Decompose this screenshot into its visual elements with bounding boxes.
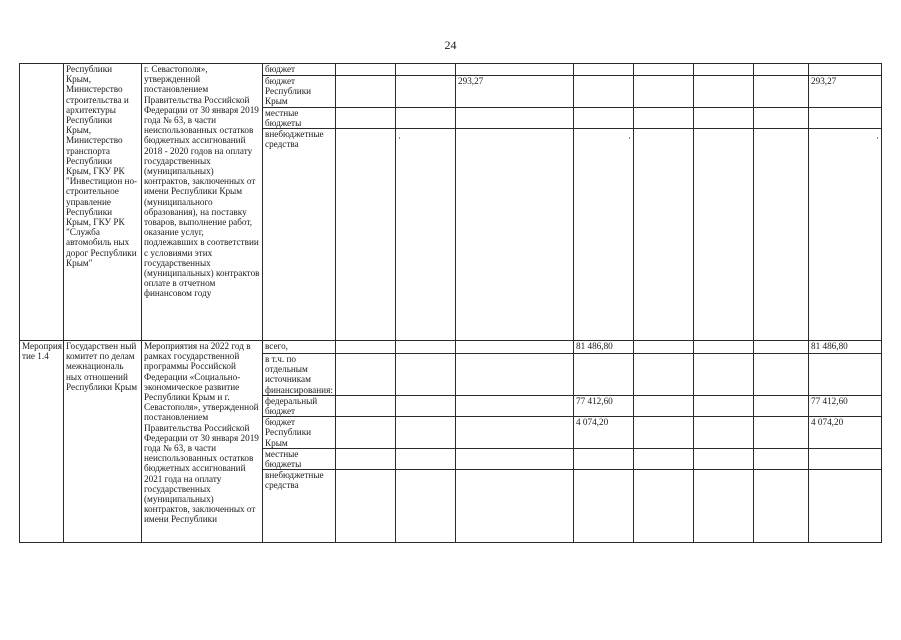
value-cell: [694, 417, 754, 449]
value-cell: [634, 448, 694, 469]
total-cell: 77 412,60: [809, 395, 882, 416]
value-cell: [694, 354, 754, 396]
value-cell: [754, 76, 809, 108]
value-cell: [336, 470, 396, 543]
value-cell: [694, 129, 754, 341]
total-cell: [809, 470, 882, 543]
funding-source-cell: бюджет: [263, 64, 336, 76]
value-cell: [634, 470, 694, 543]
funding-source-cell: всего,: [263, 341, 336, 354]
value-cell: [754, 129, 809, 341]
value-cell: [456, 448, 574, 469]
value-cell: [396, 129, 456, 341]
total-cell: [809, 354, 882, 396]
value-cell: [634, 354, 694, 396]
value-cell: [574, 354, 634, 396]
value-cell: [456, 129, 574, 341]
funding-source-cell: местные бюджеты: [263, 107, 336, 128]
value-cell: [396, 354, 456, 396]
value-cell: [694, 64, 754, 76]
table-row: [20, 341, 882, 354]
value-cell: [396, 470, 456, 543]
value-cell: [754, 354, 809, 396]
total-cell: 81 486,80: [809, 341, 882, 354]
total-cell: [809, 129, 882, 341]
value-cell: [634, 64, 694, 76]
value-cell: [456, 395, 574, 416]
value-cell: [574, 470, 634, 543]
funding-source-cell: в т.ч. по отдельным источникам финансирования:: [263, 354, 336, 396]
table-row: [20, 64, 882, 76]
value-cell: [456, 417, 574, 449]
total-cell: 4 074,20: [809, 417, 882, 449]
value-cell: [634, 417, 694, 449]
value-cell: [634, 395, 694, 416]
activity-description-cell: Мероприятия на 2022 год в рамках государственной программы Российской Федерации «Социально-экономическое развитие Республики Крым и г. Севастополя», утвержденной постановлением Правительства Российской Федерации от 30 января 2019 года № 63, в части неиспользованных остатков бюджетных ассигнований 2021 года на оплату государственных (муниципальных) контрактов, заключенных от имени Республики: [142, 341, 263, 543]
value-cell: [634, 341, 694, 354]
value-cell: [336, 64, 396, 76]
value-cell: [456, 341, 574, 354]
value-cell: [396, 107, 456, 128]
value-cell: [574, 129, 634, 341]
value-cell: [336, 354, 396, 396]
value-cell: [396, 395, 456, 416]
funding-source-cell: внебюджетные средства: [263, 470, 336, 543]
value-cell: 77 412,60: [574, 395, 634, 416]
value-cell: [694, 470, 754, 543]
total-cell: [809, 64, 882, 76]
value-cell: 4 074,20: [574, 417, 634, 449]
value-mark: ·: [627, 133, 631, 144]
value-cell: [336, 341, 396, 354]
value-cell: [694, 76, 754, 108]
value-cell: [634, 129, 694, 341]
value-cell: [456, 354, 574, 396]
value-cell: [574, 76, 634, 108]
value-cell: [574, 448, 634, 469]
page-number: 24: [444, 38, 457, 52]
value-cell: [634, 76, 694, 108]
funding-source-cell: внебюджетные средства: [263, 129, 336, 341]
value-cell: [634, 107, 694, 128]
total-cell: 293,27: [809, 76, 882, 108]
activity-number-cell: [20, 64, 64, 341]
activity-description-cell: г. Севастополя», утвержденной постановлением Правительства Российской Федерации от 30 января 2019 года № 63, в части неиспользованных остатков бюджетных ассигнований 2018 - 2020 годов на оплату государственных (муниципальных) контрактов, заключенных от имени Республики Крым (муниципального образования), на поставку товаров, выполнение работ, оказание услуг, подлежавших в соответствии с условиями этих государственных (муниципальных) контрактов оплате в отчетном финансовом году: [142, 64, 263, 341]
value-cell: [336, 107, 396, 128]
value-cell: [396, 76, 456, 108]
value-cell: 81 486,80: [574, 341, 634, 354]
value-cell: [574, 64, 634, 76]
value-cell: [694, 395, 754, 416]
value-cell: [754, 64, 809, 76]
value-cell: [754, 417, 809, 449]
budget-table: [19, 63, 882, 543]
value-cell: [694, 341, 754, 354]
value-cell: [694, 448, 754, 469]
value-cell: [456, 107, 574, 128]
total-cell: [809, 107, 882, 128]
value-cell: [456, 470, 574, 543]
value-cell: [574, 107, 634, 128]
value-cell: [396, 417, 456, 449]
value-cell: [336, 76, 396, 108]
value-cell: [336, 129, 396, 341]
value-cell: [336, 395, 396, 416]
value-cell: [396, 64, 456, 76]
value-cell: [754, 395, 809, 416]
total-cell: [809, 448, 882, 469]
value-cell: [694, 107, 754, 128]
responsible-org-cell: Государствен ный комитет по делам межнациональ ных отношений Республики Крым: [64, 341, 142, 543]
value-cell: [754, 448, 809, 469]
value-cell: [336, 448, 396, 469]
activity-number-cell: Мероприя тие 1.4: [20, 341, 64, 543]
funding-source-cell: бюджет Республики Крым: [263, 76, 336, 108]
value-cell: [456, 64, 574, 76]
value-cell: [396, 448, 456, 469]
value-mark: ·: [398, 133, 402, 144]
funding-source-cell: бюджет Республики Крым: [263, 417, 336, 449]
value-mark: ·: [875, 133, 879, 144]
funding-source-cell: федеральный бюджет: [263, 395, 336, 416]
value-cell: [754, 341, 809, 354]
responsible-org-cell: Республики Крым, Министерство строительства и архитектуры Республики Крым, Министерство транспорта Республики Крым, ГКУ РК "Инвестицион но-строительное управление Республики Крым, ГКУ РК "Служба автомобиль ных дорог Республики Крым": [64, 64, 142, 341]
value-cell: [754, 470, 809, 543]
value-cell: [396, 341, 456, 354]
value-cell: [336, 417, 396, 449]
value-cell: 293,27: [456, 76, 574, 108]
funding-source-cell: местные бюджеты: [263, 448, 336, 469]
value-cell: [754, 107, 809, 128]
